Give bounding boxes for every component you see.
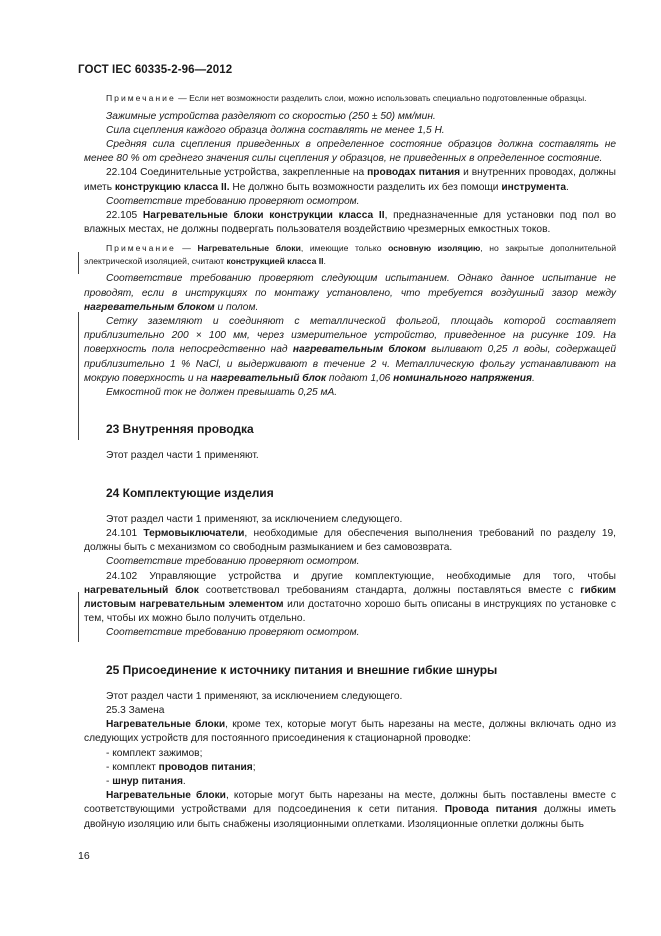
clause-22-104: 22.104 Соединительные устройства, закрепленные на проводах питания и внутренних проводах, должны иметь конструкцию класса II. Не должно быть возможности разделить их без помощи инструмента. bbox=[84, 167, 616, 193]
list-item: - комплект проводов питания; bbox=[106, 761, 616, 775]
compliance-check: Соответствие требованию проверяют осмотром. bbox=[106, 627, 360, 639]
document-body bbox=[84, 92, 616, 832]
clause-24-101: 24.101 Термовыключатели, необходимые для обеспечения выполнения требований по разделу 19, должны быть с механизмом со свободным размыканием и без самовозврата. bbox=[84, 527, 616, 554]
test-description: Соответствие требованию проверяют следующим испытанием. Однако данное испытание не проводят, если в инструкциях по монтажу установлено, что требуется воздушный зазор между нагревательным блоком и полом. bbox=[84, 273, 616, 313]
paragraph: Зажимные устройства разделяют со скоростью (250 ± 50) мм/мин. bbox=[106, 110, 436, 122]
compliance-check: Соответствие требованию проверяют осмотром. bbox=[106, 556, 360, 568]
section-23-text: Этот раздел части 1 применяют. bbox=[106, 450, 259, 462]
list-item: - шнур питания. bbox=[106, 775, 616, 789]
connection-options-list bbox=[84, 747, 616, 790]
section-24-title: 24 Комплектующие изделия bbox=[106, 485, 274, 500]
test-description: Сетку заземляют и соединяют с металлической фольгой, площадь которой составляет приблизительно 200 × 100 мм, через измерительное устройство, приведенное на рисунке 109. На поверхность пола непосредственно над нагревательным блоком выливают 0,25 л воды, содержащей приблизительно 1 % NaCl, и выдерживают в течение 2 ч. Металлическую фольгу устанавливают на мокрую поверхность и на нагревательный блок подают 1,06 номинального напряжения. bbox=[84, 315, 616, 384]
page-number: 16 bbox=[78, 850, 90, 862]
section-24-intro: Этот раздел части 1 применяют, за исключением следующего. bbox=[106, 513, 403, 525]
note-paragraph: Примечание — Нагревательные блоки, имеющие только основную изоляцию, но закрытые дополнительной электрической изоляцией, считают конструкцией класса II. bbox=[84, 243, 617, 266]
section-25-intro: Этот раздел части 1 применяют, за исключением следующего. bbox=[106, 690, 403, 702]
test-limit: Емкостной ток не должен превышать 0,25 мА. bbox=[106, 386, 338, 398]
document-header: ГОСТ IEC 60335-2-96—2012 bbox=[78, 64, 233, 76]
clause-25-3: 25.3 Замена bbox=[106, 705, 165, 716]
change-bar bbox=[78, 252, 79, 274]
paragraph: Нагревательные блоки, которые могут быть нарезаны на месте, должны быть поставлены вместе с соответствующими устройствами для подсоединения к сети питания. Провода питания должны иметь двойную изоляцию или быть снабжены изоляционными оплетками. Изоляционные оплетки должны быть bbox=[84, 790, 616, 830]
compliance-check: Соответствие требованию проверяют осмотром. bbox=[106, 195, 360, 207]
list-item: - комплект зажимов; bbox=[106, 747, 616, 761]
paragraph: Нагревательные блоки, кроме тех, которые могут быть нарезаны на месте, должны включать одно из следующих устройств для постоянного присоединения к стационарной проводке: bbox=[84, 719, 616, 745]
note-paragraph: Примечание — Если нет возможности разделить слои, можно использовать специально подготовленные образцы. bbox=[106, 93, 587, 103]
paragraph: Сила сцепления каждого образца должна составлять не менее 1,5 Н. bbox=[106, 124, 445, 136]
section-23-title: 23 Внутренняя проводка bbox=[106, 422, 254, 437]
paragraph: Средняя сила сцепления приведенных в определенное состояние образцов должна составлять не менее 80 % от среднего значения силы сцепления у образцов, не приведенных в определенное состояние. bbox=[84, 138, 616, 165]
change-bar bbox=[78, 312, 79, 440]
clause-24-102: 24.102 Управляющие устройства и другие комплектующие, необходимые для того, чтобы нагревательный блок соответствовал требованиям стандарта, должны поставляться вместе с гибким листовым нагревательным элементом или достаточно хорошо быть описаны в инструкциях по установке с тем, чтобы их можно было получить отдельно. bbox=[84, 570, 616, 625]
change-bar bbox=[78, 592, 79, 642]
section-25-title: 25 Присоединение к источнику питания и внешние гибкие шнуры bbox=[106, 662, 498, 677]
clause-22-105: 22.105 Нагревательные блоки конструкции класса II, предназначенные для установки под пол во влажных местах, не должны подвергать пользователя воздействию чрезмерных емкостных токов. bbox=[84, 209, 616, 236]
